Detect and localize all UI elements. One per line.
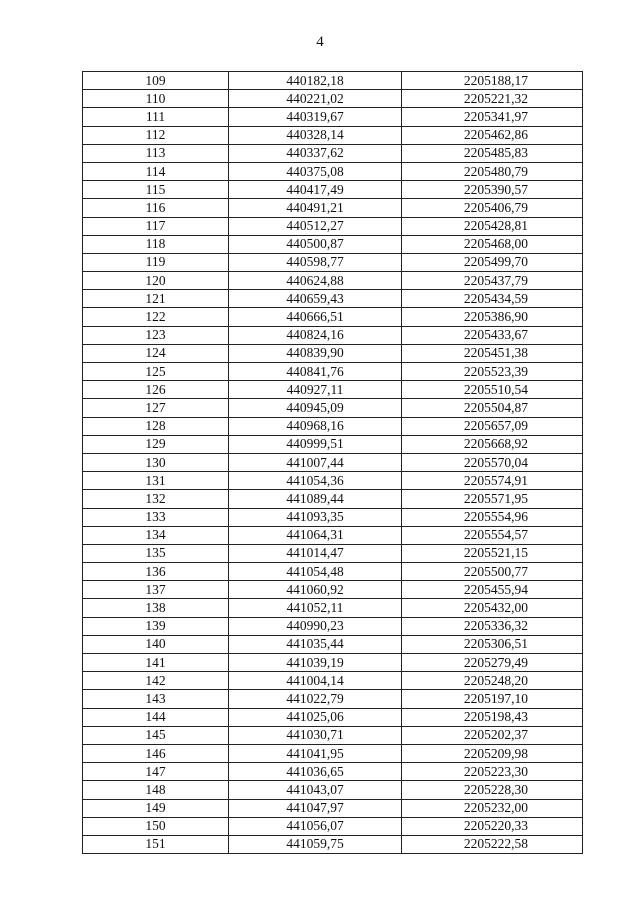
x-coordinate-cell: 440990,23 xyxy=(229,617,402,635)
table-row xyxy=(83,144,583,162)
y-coordinate-cell: 2205570,04 xyxy=(402,453,583,471)
x-coordinate-cell: 440841,76 xyxy=(229,363,402,381)
y-coordinate-cell: 2205341,97 xyxy=(402,108,583,126)
y-coordinate-cell: 2205220,33 xyxy=(402,817,583,835)
point-number-cell: 112 xyxy=(83,126,229,144)
point-number-cell: 140 xyxy=(83,635,229,653)
y-coordinate-cell: 2205657,09 xyxy=(402,417,583,435)
y-coordinate-cell: 2205232,00 xyxy=(402,799,583,817)
y-coordinate-cell: 2205480,79 xyxy=(402,162,583,180)
y-coordinate-cell: 2205336,32 xyxy=(402,617,583,635)
point-number-cell: 150 xyxy=(83,817,229,835)
y-coordinate-cell: 2205209,98 xyxy=(402,744,583,762)
y-coordinate-cell: 2205428,81 xyxy=(402,217,583,235)
x-coordinate-cell: 440500,87 xyxy=(229,235,402,253)
table-row xyxy=(83,344,583,362)
x-coordinate-cell: 441035,44 xyxy=(229,635,402,653)
x-coordinate-cell: 441007,44 xyxy=(229,453,402,471)
table-row xyxy=(83,744,583,762)
y-coordinate-cell: 2205554,57 xyxy=(402,526,583,544)
y-coordinate-cell: 2205468,00 xyxy=(402,235,583,253)
table-row xyxy=(83,763,583,781)
x-coordinate-cell: 441054,48 xyxy=(229,563,402,581)
table-row xyxy=(83,708,583,726)
table-row xyxy=(83,72,583,90)
x-coordinate-cell: 440824,16 xyxy=(229,326,402,344)
table-row xyxy=(83,126,583,144)
table-row xyxy=(83,799,583,817)
x-coordinate-cell: 441030,71 xyxy=(229,726,402,744)
table-row xyxy=(83,417,583,435)
x-coordinate-cell: 440659,43 xyxy=(229,290,402,308)
point-number-cell: 109 xyxy=(83,72,229,90)
x-coordinate-cell: 440182,18 xyxy=(229,72,402,90)
coordinates-table-body xyxy=(83,72,583,854)
x-coordinate-cell: 441004,14 xyxy=(229,672,402,690)
point-number-cell: 110 xyxy=(83,90,229,108)
y-coordinate-cell: 2205668,92 xyxy=(402,435,583,453)
table-row xyxy=(83,672,583,690)
x-coordinate-cell: 440666,51 xyxy=(229,308,402,326)
y-coordinate-cell: 2205462,86 xyxy=(402,126,583,144)
y-coordinate-cell: 2205228,30 xyxy=(402,781,583,799)
table-row xyxy=(83,90,583,108)
x-coordinate-cell: 440417,49 xyxy=(229,181,402,199)
y-coordinate-cell: 2205197,10 xyxy=(402,690,583,708)
table-row xyxy=(83,472,583,490)
y-coordinate-cell: 2205306,51 xyxy=(402,635,583,653)
y-coordinate-cell: 2205451,38 xyxy=(402,344,583,362)
coordinates-table xyxy=(82,71,583,854)
x-coordinate-cell: 440945,09 xyxy=(229,399,402,417)
y-coordinate-cell: 2205437,79 xyxy=(402,272,583,290)
point-number-cell: 136 xyxy=(83,563,229,581)
x-coordinate-cell: 440839,90 xyxy=(229,344,402,362)
table-row xyxy=(83,290,583,308)
table-row xyxy=(83,817,583,835)
x-coordinate-cell: 441047,97 xyxy=(229,799,402,817)
table-row xyxy=(83,690,583,708)
table-row xyxy=(83,308,583,326)
table-row xyxy=(83,654,583,672)
point-number-cell: 113 xyxy=(83,144,229,162)
x-coordinate-cell: 441043,07 xyxy=(229,781,402,799)
point-number-cell: 148 xyxy=(83,781,229,799)
table-row xyxy=(83,508,583,526)
point-number-cell: 149 xyxy=(83,799,229,817)
point-number-cell: 138 xyxy=(83,599,229,617)
point-number-cell: 147 xyxy=(83,763,229,781)
point-number-cell: 137 xyxy=(83,581,229,599)
table-row xyxy=(83,217,583,235)
y-coordinate-cell: 2205499,70 xyxy=(402,253,583,271)
y-coordinate-cell: 2205406,79 xyxy=(402,199,583,217)
table-row xyxy=(83,781,583,799)
x-coordinate-cell: 441041,95 xyxy=(229,744,402,762)
table-row xyxy=(83,326,583,344)
y-coordinate-cell: 2205202,37 xyxy=(402,726,583,744)
y-coordinate-cell: 2205248,20 xyxy=(402,672,583,690)
y-coordinate-cell: 2205521,15 xyxy=(402,544,583,562)
x-coordinate-cell: 441025,06 xyxy=(229,708,402,726)
y-coordinate-cell: 2205455,94 xyxy=(402,581,583,599)
table-row xyxy=(83,617,583,635)
table-row xyxy=(83,726,583,744)
y-coordinate-cell: 2205485,83 xyxy=(402,144,583,162)
table-row xyxy=(83,381,583,399)
point-number-cell: 124 xyxy=(83,344,229,362)
table-row xyxy=(83,181,583,199)
table-row xyxy=(83,526,583,544)
table-row xyxy=(83,162,583,180)
point-number-cell: 143 xyxy=(83,690,229,708)
point-number-cell: 146 xyxy=(83,744,229,762)
x-coordinate-cell: 440221,02 xyxy=(229,90,402,108)
x-coordinate-cell: 440491,21 xyxy=(229,199,402,217)
point-number-cell: 141 xyxy=(83,654,229,672)
y-coordinate-cell: 2205571,95 xyxy=(402,490,583,508)
table-row xyxy=(83,635,583,653)
table-row xyxy=(83,399,583,417)
y-coordinate-cell: 2205223,30 xyxy=(402,763,583,781)
point-number-cell: 116 xyxy=(83,199,229,217)
point-number-cell: 127 xyxy=(83,399,229,417)
y-coordinate-cell: 2205504,87 xyxy=(402,399,583,417)
point-number-cell: 139 xyxy=(83,617,229,635)
y-coordinate-cell: 2205188,17 xyxy=(402,72,583,90)
table-row xyxy=(83,835,583,853)
x-coordinate-cell: 441060,92 xyxy=(229,581,402,599)
y-coordinate-cell: 2205554,96 xyxy=(402,508,583,526)
point-number-cell: 121 xyxy=(83,290,229,308)
x-coordinate-cell: 440512,27 xyxy=(229,217,402,235)
point-number-cell: 135 xyxy=(83,544,229,562)
table-row xyxy=(83,581,583,599)
table-row xyxy=(83,435,583,453)
y-coordinate-cell: 2205386,90 xyxy=(402,308,583,326)
point-number-cell: 129 xyxy=(83,435,229,453)
table-row xyxy=(83,199,583,217)
x-coordinate-cell: 440337,62 xyxy=(229,144,402,162)
x-coordinate-cell: 440624,88 xyxy=(229,272,402,290)
table-row xyxy=(83,453,583,471)
point-number-cell: 131 xyxy=(83,472,229,490)
point-number-cell: 132 xyxy=(83,490,229,508)
point-number-cell: 115 xyxy=(83,181,229,199)
table-row xyxy=(83,599,583,617)
x-coordinate-cell: 441052,11 xyxy=(229,599,402,617)
page-number: 4 xyxy=(316,34,324,50)
table-row xyxy=(83,235,583,253)
table-row xyxy=(83,363,583,381)
y-coordinate-cell: 2205523,39 xyxy=(402,363,583,381)
y-coordinate-cell: 2205221,32 xyxy=(402,90,583,108)
point-number-cell: 144 xyxy=(83,708,229,726)
x-coordinate-cell: 440319,67 xyxy=(229,108,402,126)
table-row xyxy=(83,108,583,126)
x-coordinate-cell: 440999,51 xyxy=(229,435,402,453)
y-coordinate-cell: 2205500,77 xyxy=(402,563,583,581)
table-row xyxy=(83,490,583,508)
point-number-cell: 125 xyxy=(83,363,229,381)
y-coordinate-cell: 2205432,00 xyxy=(402,599,583,617)
y-coordinate-cell: 2205574,91 xyxy=(402,472,583,490)
point-number-cell: 134 xyxy=(83,526,229,544)
point-number-cell: 118 xyxy=(83,235,229,253)
x-coordinate-cell: 440328,14 xyxy=(229,126,402,144)
point-number-cell: 128 xyxy=(83,417,229,435)
x-coordinate-cell: 440968,16 xyxy=(229,417,402,435)
point-number-cell: 133 xyxy=(83,508,229,526)
x-coordinate-cell: 441054,36 xyxy=(229,472,402,490)
x-coordinate-cell: 441036,65 xyxy=(229,763,402,781)
y-coordinate-cell: 2205390,57 xyxy=(402,181,583,199)
x-coordinate-cell: 441022,79 xyxy=(229,690,402,708)
point-number-cell: 120 xyxy=(83,272,229,290)
point-number-cell: 142 xyxy=(83,672,229,690)
y-coordinate-cell: 2205222,58 xyxy=(402,835,583,853)
x-coordinate-cell: 440375,08 xyxy=(229,162,402,180)
x-coordinate-cell: 440598,77 xyxy=(229,253,402,271)
x-coordinate-cell: 441064,31 xyxy=(229,526,402,544)
table-row xyxy=(83,253,583,271)
table-row xyxy=(83,544,583,562)
y-coordinate-cell: 2205510,54 xyxy=(402,381,583,399)
point-number-cell: 145 xyxy=(83,726,229,744)
x-coordinate-cell: 440927,11 xyxy=(229,381,402,399)
point-number-cell: 123 xyxy=(83,326,229,344)
x-coordinate-cell: 441093,35 xyxy=(229,508,402,526)
table-row xyxy=(83,563,583,581)
table-row xyxy=(83,272,583,290)
y-coordinate-cell: 2205279,49 xyxy=(402,654,583,672)
point-number-cell: 114 xyxy=(83,162,229,180)
point-number-cell: 151 xyxy=(83,835,229,853)
x-coordinate-cell: 441039,19 xyxy=(229,654,402,672)
x-coordinate-cell: 441056,07 xyxy=(229,817,402,835)
point-number-cell: 122 xyxy=(83,308,229,326)
point-number-cell: 119 xyxy=(83,253,229,271)
x-coordinate-cell: 441059,75 xyxy=(229,835,402,853)
point-number-cell: 126 xyxy=(83,381,229,399)
x-coordinate-cell: 441014,47 xyxy=(229,544,402,562)
point-number-cell: 117 xyxy=(83,217,229,235)
y-coordinate-cell: 2205198,43 xyxy=(402,708,583,726)
x-coordinate-cell: 441089,44 xyxy=(229,490,402,508)
y-coordinate-cell: 2205433,67 xyxy=(402,326,583,344)
point-number-cell: 130 xyxy=(83,453,229,471)
point-number-cell: 111 xyxy=(83,108,229,126)
y-coordinate-cell: 2205434,59 xyxy=(402,290,583,308)
